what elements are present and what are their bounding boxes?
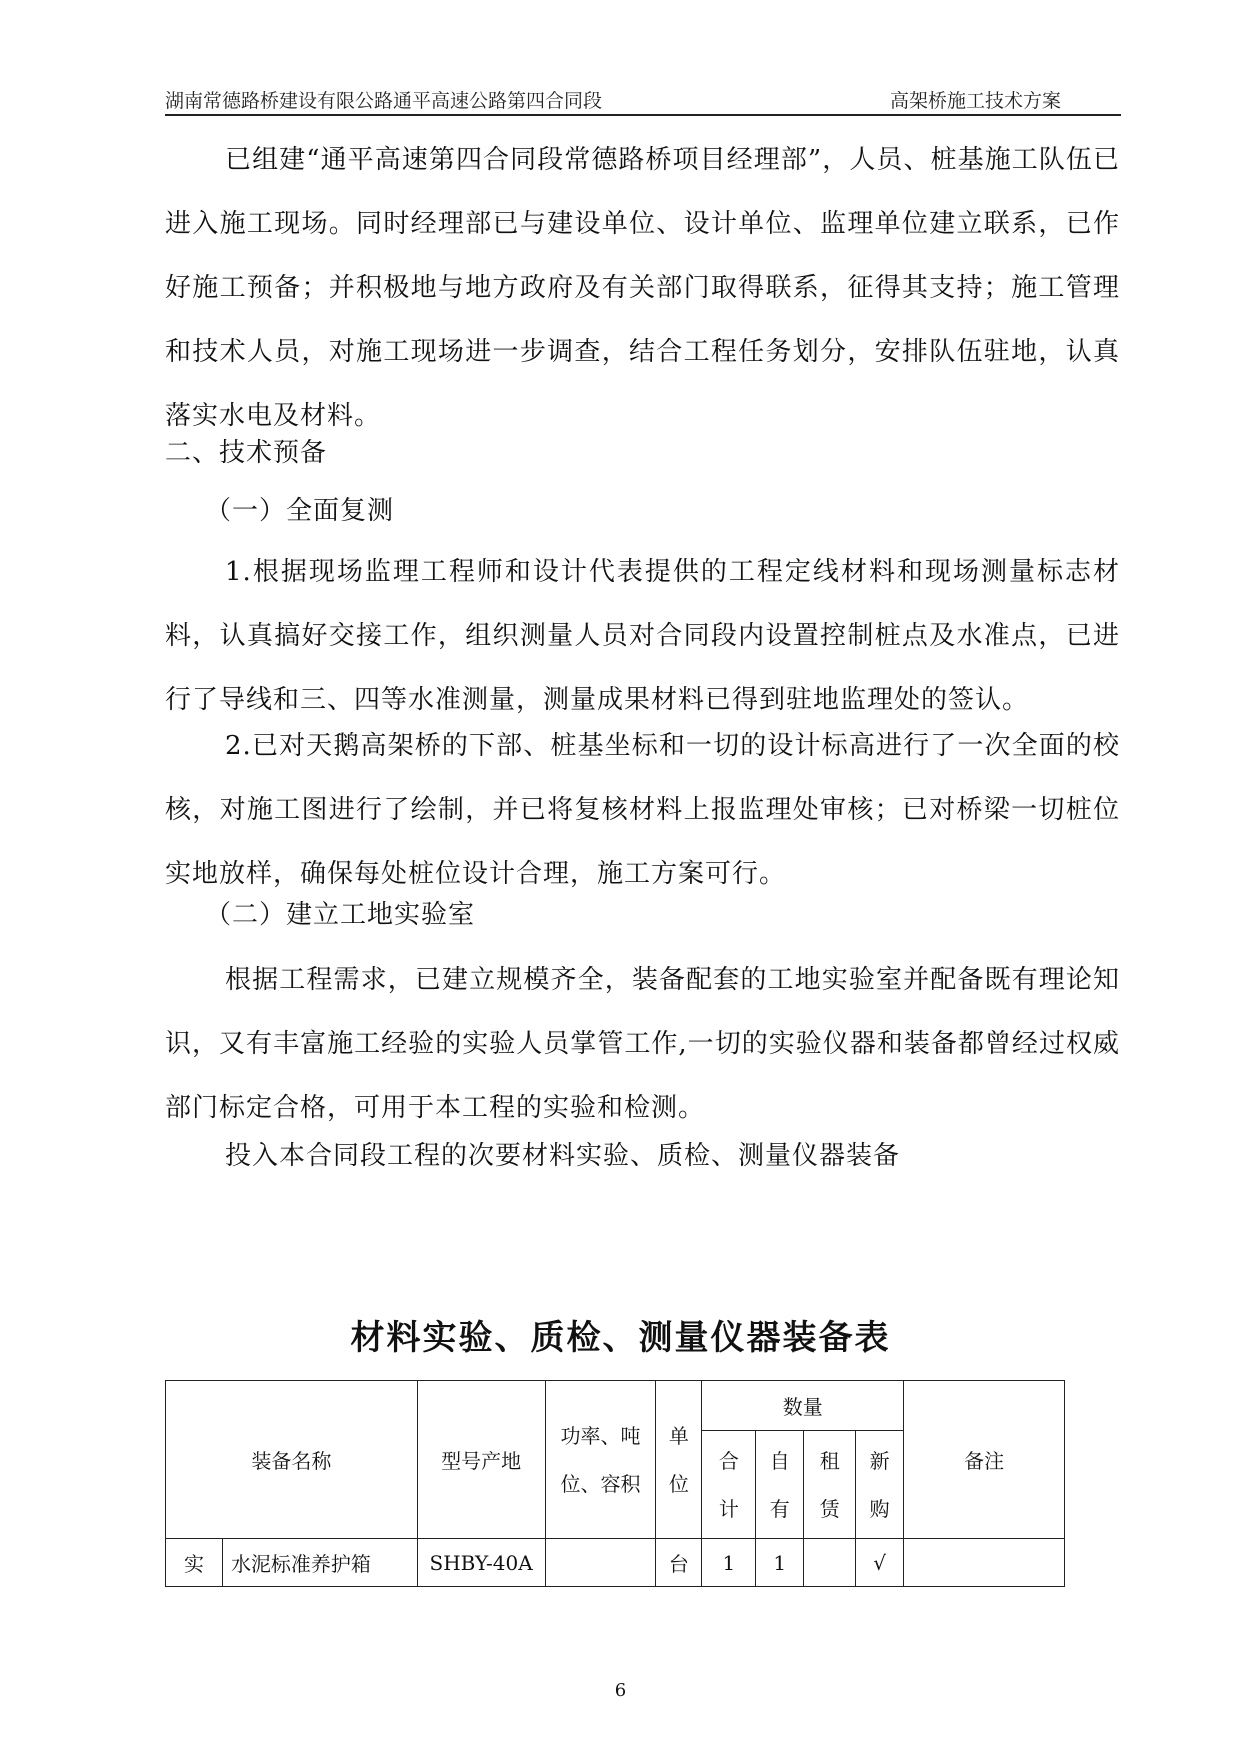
table-title: 材料实验、质检、测量仪器装备表	[350, 1318, 891, 1358]
header-power-capacity: 功率、吨 位、容积	[545, 1381, 656, 1539]
subsection-heading-lab: （二）建立工地实验室	[205, 900, 476, 930]
header-left-title: 湖南常德路桥建设有限公路通平高速公路第四合同段	[165, 90, 603, 112]
page-header	[165, 84, 1121, 116]
cell-unit: 台	[656, 1539, 702, 1587]
subsection-heading-resurvey: （一）全面复测	[205, 496, 395, 526]
cell-power	[545, 1539, 656, 1587]
header-equipment-name: 装备名称	[166, 1381, 418, 1539]
cell-category: 实	[166, 1539, 223, 1587]
cell-equipment-name: 水泥标准养护箱	[222, 1539, 417, 1587]
header-own: 自 有	[756, 1431, 804, 1539]
paragraph-lab: 根据工程需求，已建立规模齐全，装备配套的工地实验室并配备既有理论知识，又有丰富施工经验的实验人员掌管工作,一切的实验仪器和装备都曾经过权威部门标定合格，可用于本工程的实验和检测。	[165, 965, 1120, 1123]
equipment-table	[165, 1380, 1065, 1587]
header-total: 合 计	[702, 1431, 756, 1539]
cell-own: 1	[756, 1539, 804, 1587]
paragraph-organization: 已组建“通平高速第四合同段常德路桥项目经理部”，人员、桩基施工队伍已进入施工现场。同时经理部已与建设单位、设计单位、监理单位建立联系，已作好施工预备；并积极地与地方政府及有关部门取得联系，征得其支持；施工管理和技术人员，对施工现场进一步调查，结合工程任务划分，安排队伍驻地，认真落实水电及材料。	[165, 145, 1120, 431]
header-lease: 租 赁	[804, 1431, 856, 1539]
header-new-purchase: 新 购	[856, 1431, 904, 1539]
header-right-title: 高架桥施工技术方案	[889, 90, 1061, 112]
cell-model: SHBY-40A	[417, 1539, 545, 1587]
cell-lease	[804, 1539, 856, 1587]
cell-new-purchase: √	[856, 1539, 904, 1587]
header-unit: 单 位	[656, 1381, 702, 1539]
paragraph-resurvey-1: 1.根据现场监理工程师和设计代表提供的工程定线材料和现场测量标志材料，认真搞好交接工作，组织测量人员对合同段内设置控制桩点及水准点，已进行了导线和三、四等水准测量，测量成果材料已得到驻地监理处的签认。	[165, 557, 1120, 715]
cell-remarks	[904, 1539, 1065, 1587]
cell-total: 1	[702, 1539, 756, 1587]
header-remarks: 备注	[904, 1381, 1065, 1539]
table-row	[166, 1539, 1065, 1587]
header-quantity: 数量	[702, 1381, 904, 1431]
page-number: 6	[614, 1680, 627, 1701]
paragraph-resurvey-2: 2.已对天鹅高架桥的下部、桩基坐标和一切的设计标高进行了一次全面的校核，对施工图进行了绘制，并已将复核材料上报监理处审核；已对桥梁一切桩位实地放样，确保每处桩位设计合理，施工方案可行。	[165, 731, 1120, 889]
section-heading-technical-prep: 二、技术预备	[165, 438, 328, 468]
paragraph-equipment-intro: 投入本合同段工程的次要材料实验、质检、测量仪器装备	[225, 1141, 901, 1171]
table-header-row	[166, 1381, 1065, 1431]
header-model-origin: 型号产地	[417, 1381, 545, 1539]
